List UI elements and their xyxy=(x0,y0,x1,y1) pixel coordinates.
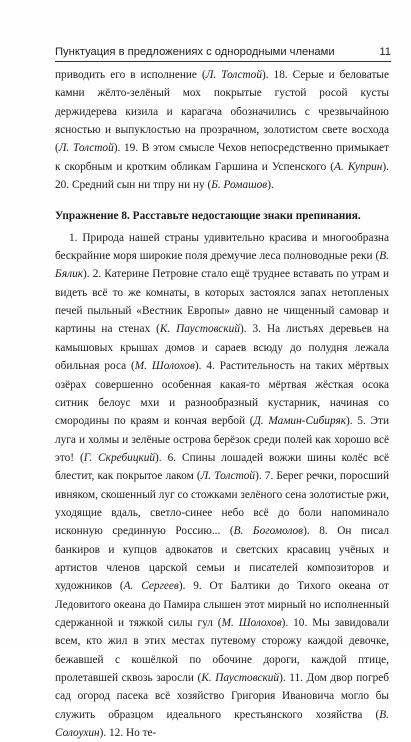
author-citation: Л. Толстой xyxy=(58,142,114,155)
page-body xyxy=(55,66,389,742)
running-title: Пунктуация в предложениях с однородными членами xyxy=(55,46,335,58)
author-citation: Д. Мамин-Сибиряк xyxy=(253,415,346,428)
author-citation: К. Паустовский xyxy=(159,323,240,336)
author-citation: А. Сергеев xyxy=(123,580,179,593)
author-citation: В. Бялик xyxy=(55,250,389,281)
continued-paragraph: приводить его в исполнение (Л. Толстой). 18. Серые и беловатые камни жёлто-зелёный мох покрытые густой росой кусты держидерева кизила и карагача обозначились с чрезвычайною ясностью и выпуклостью на прозрачном, золотистом свете восхода (Л. Толстой). 19. В этом смысле Чехов непосредственно примыкает к скорбным и кротким обликам Гаршина и Успенского (А. Куприн). 20. Средний сын ни тпру ни ну (Б. Ромашов). xyxy=(55,69,390,192)
author-citation: Л. Толстой xyxy=(205,69,262,81)
author-citation: К. Паустовский xyxy=(201,672,280,684)
author-citation: Б. Ромашов xyxy=(211,179,268,192)
author-citation: В. Солоухин xyxy=(55,708,389,740)
author-citation: Г. Скребицкий xyxy=(83,451,156,464)
header-divider xyxy=(55,61,391,62)
author-citation: М. Шолохов xyxy=(221,616,282,629)
exercise-text: 1. Природа нашей страны удивительно красива и многообразна бескрайние моря широкие поля дремучие леса полноводные реки (В. Бялик). 2. Катерине Петровне стало ещё труднее вставать по утрам и видеть всё то же комнаты, в которых застоялся запах нетопленых печей пыльный «Вестник Европы» давно не чищенный самовар и картины на стенах (К. Паустовский). 3. На листьях деревьев на камышовых крышах домов и сараев всюду до полудня лежала обильная роса (М. Шолохов). 4. Растительность на таких мёртвых озёрах совершенно особенная какая-то мёртвая жёсткая осока ситник белоус мхи и разнообразный кустарник, начиная со смородины по краям и кончая вербой (Д. Мамин-Сибиряк). 5. Эти луга и холмы и зелёные острова берёзок среди полей как хорошо всё это! (Г. Скребицкий). 6. Спины лошадей вожжи шины колёс всё блестит, как покрытое лаком (Л. Толстой). 7. Берег речки, поросший ивняком, скошенный луг со стожками зелёного сена золотистые ржи, уходящие вдаль, светло-синее небо всё до боли напоминало исконную срединную Россию... (В. Богомолов). 8. Он писал банкиров и купцов адвокатов и светских красавиц учёных и артистов членов царской семьи и писателей композиторов и художников (А. Сергеев). 9. От Балтики до Тихого океана от Ледовитого океана до Памира слышен этот мирный но исполненный сдержанной и тяжкой силы гул (М. Шолохов). 10. Мы завидовали всем, кто жил в этих местах путевому сторожу каждой девочке, бежавшей с кошёлкой по обочине дороги, каждой птице, пролетавшей сквозь заросли (К. Паустовский). 11. Дом двор погреб сад огород пасека всё хозяйство Григория Ивановича могло бы служить образцом идеального крестьянского хозяйства (В. Солоухин). 12. Но те- xyxy=(55,231,390,740)
author-citation: Л. Толстой xyxy=(200,470,256,483)
author-citation: М. Шолохов xyxy=(134,360,195,373)
author-citation: В. Богомолов xyxy=(233,525,304,538)
page-number: 11 xyxy=(379,46,391,58)
author-citation: А. Куприн xyxy=(334,160,383,173)
exercise-heading: Упражнение 8. Расставьте недостающие знаки препинания. xyxy=(55,210,361,223)
page-header xyxy=(55,38,391,58)
